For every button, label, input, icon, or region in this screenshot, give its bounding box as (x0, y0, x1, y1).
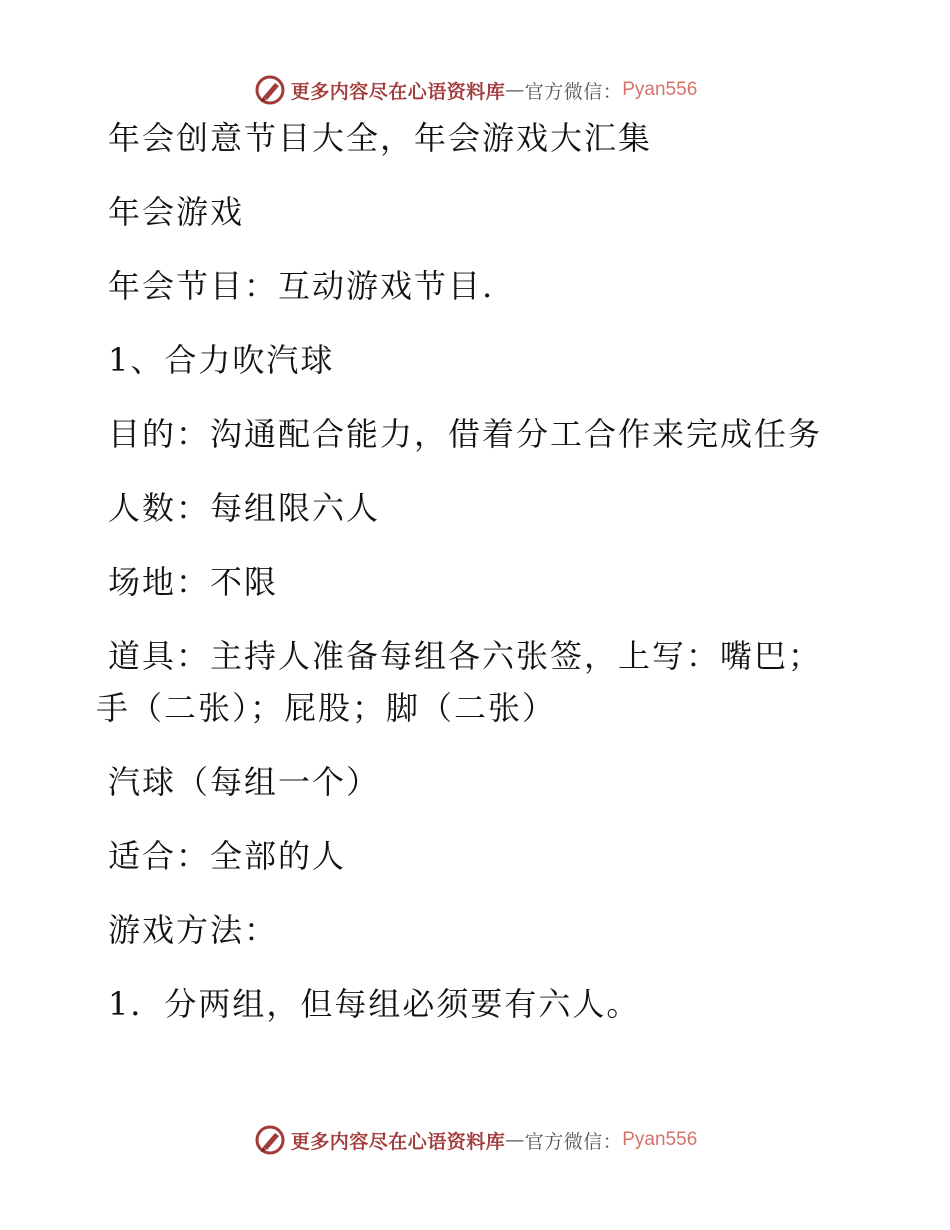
document-body (96, 118, 908, 1058)
paragraph: 适合：全部的人 (108, 837, 347, 875)
pen-logo-icon (253, 73, 287, 107)
header-watermark (0, 70, 950, 110)
paragraph: 场地：不限 (108, 563, 279, 601)
paragraph: 目的：沟通配合能力，借着分工合作来完成任务 (108, 415, 823, 453)
game-heading: 1、合力吹汽球 (108, 341, 335, 379)
paragraph: 年会节目：互动游戏节目. (108, 267, 495, 305)
watermark-brand: 更多内容尽在心语资料库 (290, 80, 506, 103)
paragraph: 游戏方法： (108, 911, 279, 949)
paragraph: 汽球（每组一个） (108, 763, 381, 801)
watermark-dash: — (505, 1129, 525, 1151)
footer-watermark (0, 1120, 950, 1160)
document-title: 年会创意节目大全，年会游戏大汇集 (108, 119, 653, 157)
paragraph-continuation: 手（二张）；屁股；脚（二张） (96, 689, 557, 727)
section-heading: 年会游戏 (108, 193, 245, 231)
pen-logo-icon (253, 1123, 287, 1157)
paragraph: 人数：每组限六人 (108, 489, 381, 527)
watermark-dash: — (505, 79, 525, 101)
watermark-wechat-id: Pyan556 (622, 1129, 698, 1150)
paragraph: 道具：主持人准备每组各六张签，上写：嘴巴； (108, 637, 823, 675)
watermark-brand: 更多内容尽在心语资料库 (290, 1130, 506, 1153)
paragraph: 1．分两组，但每组必须要有六人。 (108, 985, 641, 1023)
watermark-official: 官方微信： (524, 80, 623, 103)
watermark-official: 官方微信： (524, 1130, 623, 1153)
watermark-wechat-id: Pyan556 (622, 79, 698, 100)
